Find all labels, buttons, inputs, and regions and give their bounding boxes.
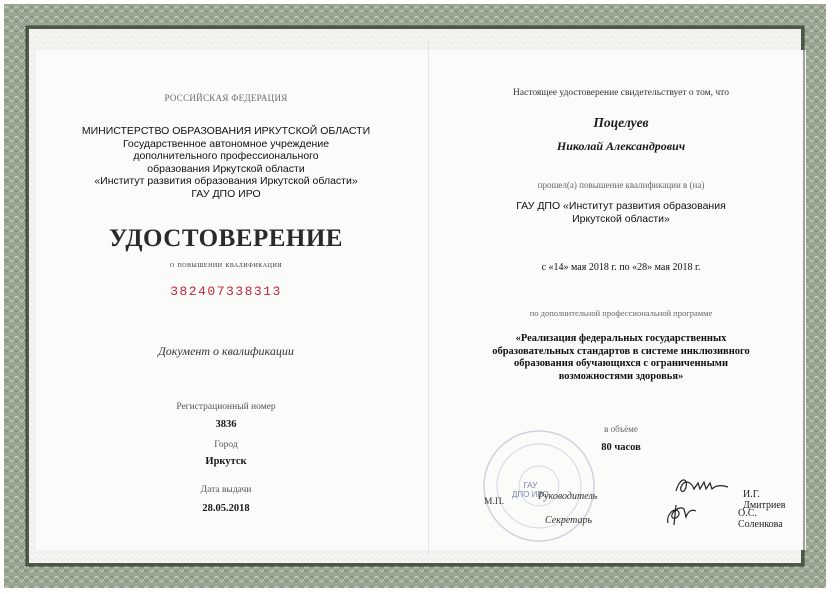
right-page	[440, 55, 802, 550]
issuer-line: образования Иркутской области	[147, 162, 305, 175]
training-dates: с «14» мая 2018 г. по «28» мая 2018 г.	[541, 262, 701, 273]
stamp-line: ГАУ	[523, 481, 538, 490]
head-label: Руководитель	[538, 491, 598, 502]
country-label: РОССИЙСКАЯ ФЕДЕРАЦИЯ	[164, 93, 288, 103]
issuer-line: ГАУ ДПО ИРО	[191, 187, 261, 200]
seal-label: М.П.	[484, 497, 505, 507]
issuer-line: Государственное автономное учреждение	[122, 137, 330, 150]
issue-date-label: Дата выдачи	[200, 485, 252, 495]
stamp-line: ДПО ИРО	[512, 490, 549, 499]
issuer-line: «Институт развития образования Иркутской области»	[94, 175, 358, 187]
document-title: УДОСТОВЕРЕНИЕ	[109, 225, 343, 252]
holder-surname: Поцелуев	[593, 115, 649, 130]
head-signature	[672, 473, 732, 499]
program-intro: по дополнительной профессиональной программе	[529, 308, 713, 318]
issuer-block	[40, 125, 412, 200]
program-line: образовательных стандартов в системе инклюзивного	[492, 345, 750, 357]
passed-text: прошел(а) повышение квалификации в (на)	[537, 180, 705, 190]
holder-name: Николай Александрович	[556, 139, 686, 153]
issuer-line: дополнительного профессионального	[133, 150, 319, 162]
secretary-name: О.С. Соленкова	[738, 508, 783, 530]
institution-block	[440, 200, 802, 225]
issue-date-value: 28.05.2018	[202, 503, 250, 514]
volume-intro: в объёме	[604, 424, 638, 434]
left-page	[40, 55, 412, 550]
city-label: Город	[214, 440, 238, 450]
serial-number: 382407338313	[170, 284, 282, 299]
secretary-label: Секретарь	[545, 515, 593, 526]
city-value: Иркутск	[205, 456, 247, 467]
head-name: И.Г. Дмитриев	[743, 489, 786, 511]
document-type: Документ о квалификации	[158, 344, 294, 358]
program-line: возможностями здоровья»	[558, 370, 684, 382]
document-subtitle: о повышении квалификации	[169, 259, 283, 269]
certifies-text: Настоящее удостоверение свидетельствует о том, что	[513, 88, 729, 98]
institution-line: ГАУ ДПО «Институт развития образования	[516, 200, 726, 212]
registration-label: Регистрационный номер	[176, 402, 276, 412]
secretary-signature	[662, 501, 702, 527]
issuer-line: МИНИСТЕРСТВО ОБРАЗОВАНИЯ ИРКУТСКОЙ ОБЛАСТИ	[81, 125, 371, 137]
registration-number: 3836	[215, 419, 237, 430]
volume-value: 80 часов	[601, 442, 641, 453]
program-line: «Реализация федеральных государственных	[515, 333, 727, 344]
program-line: образования обучающихся с ограниченными	[513, 358, 728, 369]
institution-line: Иркутской области»	[572, 212, 670, 225]
center-fold	[428, 40, 429, 555]
program-title	[440, 333, 802, 383]
